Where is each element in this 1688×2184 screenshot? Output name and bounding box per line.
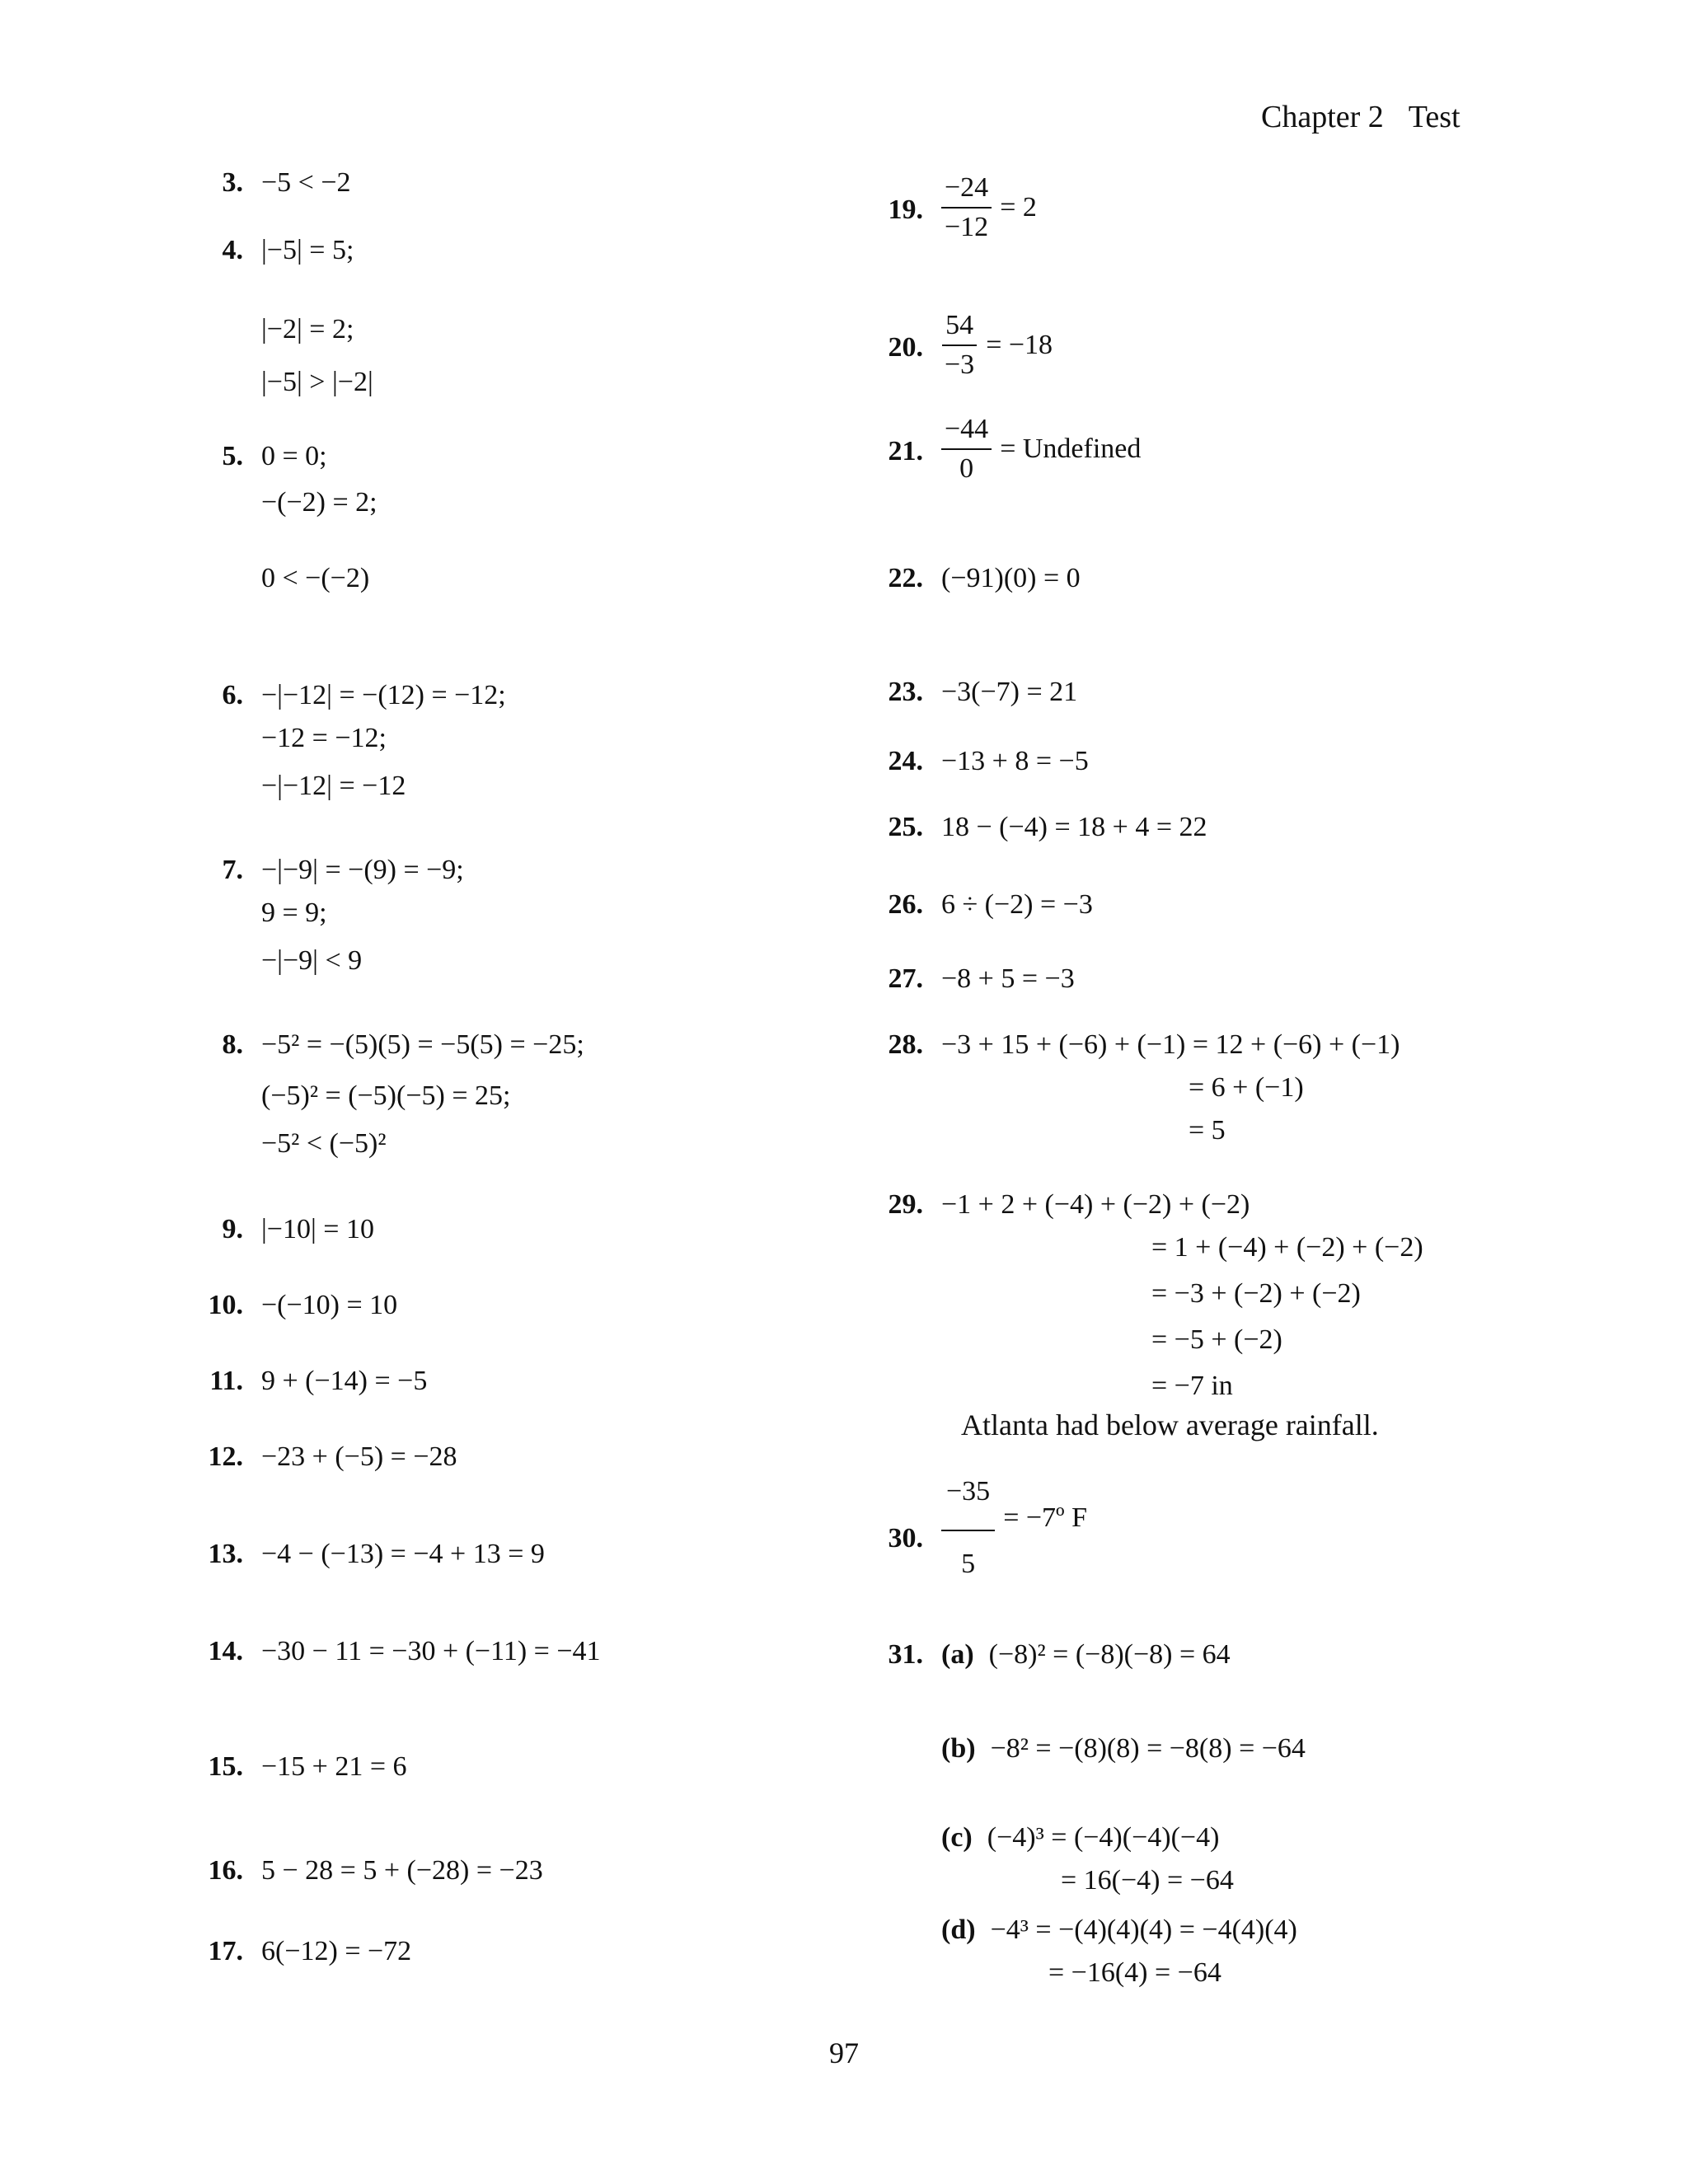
math-line: |−5| = 5; xyxy=(261,235,354,265)
problem-number: 31. xyxy=(888,1639,923,1670)
problem-number: 6. xyxy=(222,680,243,710)
subpart-label: (c) xyxy=(941,1822,973,1853)
problem-17 xyxy=(202,1930,411,1973)
problem-20 xyxy=(882,307,1053,389)
math-line: 6 ÷ (−2) = −3 xyxy=(941,889,1093,920)
math-line: = 1 + (−4) + (−2) + (−2) xyxy=(1151,1232,1423,1263)
subpart-label: (b) xyxy=(941,1733,976,1764)
math-line: −1 + 2 + (−4) + (−2) + (−2) xyxy=(941,1189,1250,1220)
fraction-result: = −7º F xyxy=(1003,1502,1087,1533)
denominator: 0 xyxy=(959,453,974,484)
problem-number: 12. xyxy=(208,1441,243,1472)
problem-number: 23. xyxy=(888,677,923,707)
problem-number: 24. xyxy=(888,746,923,776)
math-line: = −16(4) = −64 xyxy=(1048,1957,1221,1988)
math-line: |−2| = 2; xyxy=(261,314,354,344)
math-line: 9 + (−14) = −5 xyxy=(261,1366,428,1396)
math-line: −3 + 15 + (−6) + (−1) = 12 + (−6) + (−1) xyxy=(941,1029,1400,1060)
subpart-d xyxy=(941,1909,1306,1952)
problem-number: 28. xyxy=(888,1029,923,1060)
math-line: −23 + (−5) = −28 xyxy=(261,1441,457,1472)
problem-5 xyxy=(202,435,377,600)
problem-number: 9. xyxy=(222,1214,243,1244)
problem-number: 13. xyxy=(208,1539,243,1569)
math-line: −|−9| = −(9) = −9; xyxy=(261,855,464,885)
math-line: = 6 + (−1) xyxy=(1189,1072,1304,1103)
subpart-c xyxy=(941,1816,1306,1859)
denominator: −3 xyxy=(945,349,975,380)
problem-number: 15. xyxy=(208,1751,243,1782)
math-line: −(−2) = 2; xyxy=(261,487,377,518)
problem-number: 14. xyxy=(208,1636,243,1666)
problem-10 xyxy=(202,1284,397,1327)
math-line: −|−12| = −12 xyxy=(261,771,406,801)
math-line: |−5| > |−2| xyxy=(261,367,373,397)
math-line: = −3 + (−2) + (−2) xyxy=(1151,1278,1361,1309)
problem-7 xyxy=(202,849,464,982)
problem-15 xyxy=(202,1746,407,1788)
math-line: −5² < (−5)² xyxy=(261,1128,387,1159)
problem-14 xyxy=(202,1630,601,1673)
math-line: −8² = −(8)(8) = −8(8) = −64 xyxy=(990,1733,1306,1764)
header-section: Test xyxy=(1408,100,1461,134)
fraction-result: = −18 xyxy=(986,330,1053,360)
fraction xyxy=(941,307,978,384)
problem-13 xyxy=(202,1533,545,1576)
problem-number: 5. xyxy=(222,441,243,471)
math-line: −5² = −(5)(5) = −5(5) = −25; xyxy=(261,1029,584,1060)
problem-number: 22. xyxy=(888,563,923,593)
problem-21 xyxy=(882,410,1141,493)
problem-number: 11. xyxy=(209,1366,243,1396)
fraction xyxy=(941,410,992,488)
problem-31 xyxy=(882,1633,1306,1994)
math-line: (−91)(0) = 0 xyxy=(941,563,1081,593)
math-line: 0 = 0; xyxy=(261,441,327,471)
problem-number: 21. xyxy=(888,436,923,466)
math-line: (−5)² = (−5)(−5) = 25; xyxy=(261,1080,511,1111)
fraction xyxy=(941,169,992,246)
denominator: 5 xyxy=(961,1549,976,1579)
math-line: = −5 + (−2) xyxy=(1151,1324,1282,1355)
math-line: −|−9| < 9 xyxy=(261,945,363,976)
rainfall-conclusion: Atlanta had below average rainfall. xyxy=(961,1408,1379,1441)
problem-27 xyxy=(882,958,1075,1001)
math-line: −4 − (−13) = −4 + 13 = 9 xyxy=(261,1539,545,1569)
problem-9 xyxy=(202,1208,374,1251)
problem-number: 10. xyxy=(208,1290,243,1320)
problem-number: 27. xyxy=(888,963,923,994)
numerator: −44 xyxy=(941,410,992,450)
problem-number: 26. xyxy=(888,889,923,920)
problem-8 xyxy=(202,1024,584,1165)
denominator: −12 xyxy=(945,212,989,242)
problem-26 xyxy=(882,883,1093,926)
problem-number: 8. xyxy=(222,1029,243,1060)
problem-22 xyxy=(882,557,1081,600)
fraction xyxy=(941,1469,995,1587)
problem-25 xyxy=(882,806,1207,849)
numerator: −35 xyxy=(941,1469,995,1531)
math-line: −3(−7) = 21 xyxy=(941,677,1078,707)
problem-23 xyxy=(882,671,1077,714)
subpart-label: (a) xyxy=(941,1639,974,1670)
problem-19 xyxy=(882,169,1037,251)
header-chapter: Chapter 2 xyxy=(1261,100,1384,134)
numerator: −24 xyxy=(941,169,992,209)
problem-16 xyxy=(202,1849,543,1892)
math-line: 0 < −(−2) xyxy=(261,563,370,593)
problem-12 xyxy=(202,1436,457,1479)
problem-number: 17. xyxy=(208,1936,243,1966)
math-line: (−4)³ = (−4)(−4)(−4) xyxy=(987,1822,1220,1853)
math-line: 18 − (−4) = 18 + 4 = 22 xyxy=(941,812,1207,842)
problem-3 xyxy=(202,162,351,204)
math-line: = 5 xyxy=(1189,1115,1226,1146)
math-line: −30 − 11 = −30 + (−11) = −41 xyxy=(261,1636,601,1666)
math-line: (−8)² = (−8)(−8) = 64 xyxy=(988,1639,1231,1670)
problem-29 xyxy=(882,1183,1423,1403)
fraction-result: = Undefined xyxy=(1000,434,1142,464)
problem-30 xyxy=(882,1469,1087,1609)
math-line: −8 + 5 = −3 xyxy=(941,963,1075,994)
math-line: −|−12| = −(12) = −12; xyxy=(261,680,506,710)
numerator: 54 xyxy=(942,307,977,346)
math-line: = −7 in xyxy=(1151,1371,1233,1401)
math-line: −13 + 8 = −5 xyxy=(941,746,1089,776)
problem-number: 4. xyxy=(222,235,243,265)
math-line: −4³ = −(4)(4)(4) = −4(4)(4) xyxy=(990,1915,1297,1945)
math-line: −12 = −12; xyxy=(261,723,387,753)
problem-number: 20. xyxy=(888,332,923,363)
problem-11 xyxy=(202,1360,427,1403)
problem-number: 30. xyxy=(888,1523,923,1554)
problem-24 xyxy=(882,740,1089,783)
problem-number: 19. xyxy=(888,194,923,225)
problem-number: 3. xyxy=(222,167,243,198)
math-line: = 16(−4) = −64 xyxy=(1061,1865,1234,1896)
subpart-label: (d) xyxy=(941,1915,976,1945)
math-line: 6(−12) = −72 xyxy=(261,1936,412,1966)
running-header xyxy=(1261,99,1461,135)
math-line: −5 < −2 xyxy=(261,167,351,198)
math-line: 9 = 9; xyxy=(261,898,327,928)
page-number: 97 xyxy=(829,2036,859,2069)
problem-6 xyxy=(202,674,506,808)
problem-28 xyxy=(882,1024,1400,1152)
problem-4 xyxy=(202,229,373,404)
math-line: 5 − 28 = 5 + (−28) = −23 xyxy=(261,1855,543,1886)
fraction-result: = 2 xyxy=(1000,192,1037,223)
problem-number: 16. xyxy=(208,1855,243,1886)
subpart-b xyxy=(941,1727,1306,1770)
problem-number: 7. xyxy=(222,855,243,885)
problem-number: 29. xyxy=(888,1189,923,1220)
problem-number: 25. xyxy=(888,812,923,842)
math-line: −15 + 21 = 6 xyxy=(261,1751,407,1782)
math-line: −(−10) = 10 xyxy=(261,1290,398,1320)
subpart-a xyxy=(941,1633,1306,1676)
math-line: |−10| = 10 xyxy=(261,1214,374,1244)
